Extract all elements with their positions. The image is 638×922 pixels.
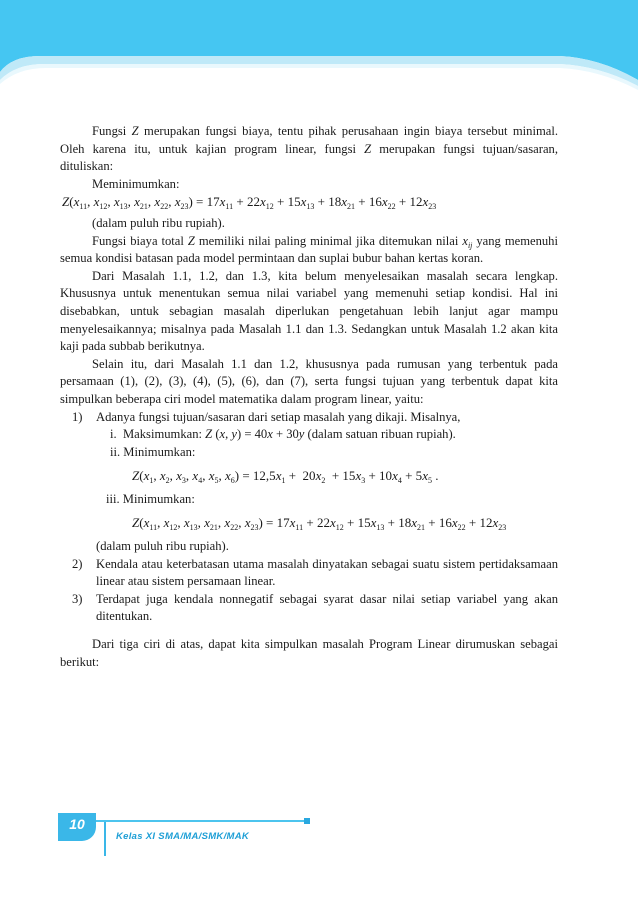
header-decoration [0,0,638,108]
objective-equation-1: $Z(x_{11}$, $x_{12}$, $x_{13}$, $x_{21}$, $x_{22}$, $x_{23}) = 17x_{11} + 22x_{12} + 15x_{13} + 18x_{21} + 16x_{22} + 12x_{23}$ [62,194,437,212]
minimize-label: Meminimumkan: [92,176,180,191]
paragraph-characteristics: Selain itu, dari Masalah 1.1 dan 1.2, khususnya pada rumusan yang terbentuk pada persamaan (1), (2), (3), (4), (5), (6), dan (7), serta fungsi tujuan yang terbentuk dapat kita simpulkan beberapa ciri model matematika dalam program linear, yaitu: [60,356,558,406]
sub-item-maximize: i. Maksimumkan: Z (x, y) = 40x + 30y (dalam satuan ribuan rupiah). [110,427,456,442]
list-text: Terdapat juga kendala nonnegatif sebagai syarat dasar nilai setiap variabel yang akan ditentukan. [96,591,558,624]
sub-item-minimize-ii: ii. Minimumkan: [110,444,196,459]
footer-divider [92,820,306,822]
unit-note: (dalam puluh ribu rupiah). [92,215,225,230]
sub-item-minimize-iii: iii. Minimumkan: [106,491,195,506]
list-item-2 [60,556,558,591]
list-text: Kendala atau keterbatasan utama masalah dinyatakan sebagai suatu sistem pertidaksamaan linear atau sistem persamaan linear. [96,556,558,589]
unit-note-2: (dalam puluh ribu rupiah). [96,539,229,554]
page-content [60,123,558,671]
list-number: 3) [72,591,83,606]
paragraph-conclusion: Dari tiga ciri di atas, dapat kita simpulkan masalah Program Linear dirumuskan sebagai berikut: [60,637,558,669]
footer-accent-bar [104,822,106,856]
page-number: 10 [58,813,96,841]
paragraph-intro: Fungsi Z merupakan fungsi biaya, tentu pihak perusahaan ingin biaya tersebut minimal. Oleh karena itu, untuk kajian program linear, fungsi Z merupakan fungsi tujuan/sasaran, dituliskan: [60,124,558,174]
list-number: 2) [72,556,83,571]
list-item-1 [60,409,558,427]
header-wave-graphic [0,0,638,108]
book-title: Kelas XI SMA/MA/SMK/MAK [116,831,250,842]
list-number: 1) [72,409,83,424]
objective-equation-2: $Z(x_1$, $x_2$, $x_3$, $x_4$, $x_5$, $x_6) = 12,5x_1 + 20x_2 + 15x_3 + 10x_4 + 5x_5$ . [132,468,439,486]
list-text: Adanya fungsi tujuan/sasaran dari setiap masalah yang dikaji. Misalnya, [96,409,461,424]
objective-equation-3: $Z(x_{11}$, $x_{12}$, $x_{13}$, $x_{21}$, $x_{22}$, $x_{23}) = 17x_{11} + 22x_{12} + 15x_{13} + 18x_{21} + 16x_{22} + 12x_{23}$ [132,515,507,533]
paragraph-problems: Dari Masalah 1.1, 1.2, dan 1.3, kita belum menyelesaikan masalah secara lengkap. Khususnya untuk menentukan semua nilai variabel yang memenuhi setiap kondisi. Hal ini disebabkan, untuk sebagian masalah diperlukan pengetahuan lebih lanjut agar mampu menyelesaikannya; misalnya pada Masalah 1.1 dan 1.3. Sedangkan untuk Masalah 1.2 akan kita kaji pada subbab berikutnya. [60,268,558,354]
footer-divider-end [304,818,310,824]
paragraph-total-cost: Fungsi biaya total Z memiliki nilai paling minimal jika ditemukan nilai $x_{ij}$ yang memenuhi semua kondisi batasan pada model permintaan dan suplai bubur bahan kertas koran. [60,233,558,266]
list-item-3 [60,591,558,626]
